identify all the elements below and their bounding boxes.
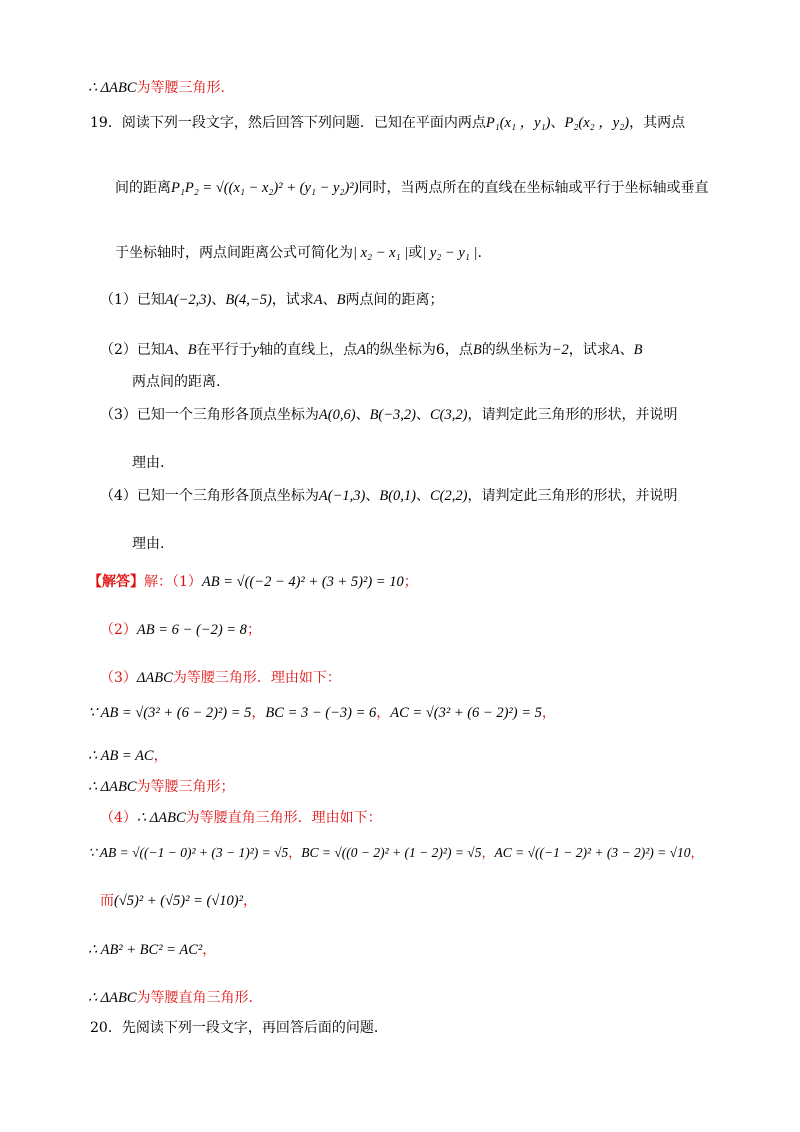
- answer-part2: （2）AB = 6 − (−2) = 8；: [100, 622, 261, 638]
- answer-part4-line1: ∵ AB = √((−1 − 0)² + (3 − 1)²) = √5，BC = √((0 − 2)² + (1 − 2)²) = √5，AC = √((−1 − 2)² + (3 − 2)²) = √10，: [88, 845, 704, 861]
- answer-part3-line1: ∵ AB = √(3² + (6 − 2)²) = 5，BC = 3 − (−3) = 6，AC = √(3² + (6 − 2)²) = 5，: [88, 705, 556, 721]
- conclusion-line: ∴ ΔABC为等腰三角形.: [88, 80, 225, 96]
- q19-part3-line2: 理由.: [132, 455, 165, 471]
- q19-stem-line2: 间的距离P₁P₂ = √((x₁ − x₂)² + (y₁ − y₂)²)同时，当两点所在的直线在坐标轴或平行于坐标轴或垂直: [115, 180, 709, 196]
- q19-part4-line2: 理由.: [132, 536, 165, 552]
- q19-part4-line1: （4）已知一个三角形各顶点坐标为A(−1,3)、B(0,1)、C(2,2)，请判定此三角形的形状，并说明: [100, 488, 678, 504]
- q19-part3-line1: （3）已知一个三角形各顶点坐标为A(0,6)、B(−3,2)、C(3,2)，请判定此三角形的形状，并说明: [100, 407, 678, 423]
- q19-part2-line2: 两点间的距离.: [132, 374, 221, 390]
- q19-stem-line1: 19．阅读下列一段文字，然后回答下列问题．已知在平面内两点P₁(x₁ ，y₁)、P₂(x₂ ，y₂)，其两点: [90, 115, 686, 131]
- answer-part4-line3: ∴ AB² + BC² = AC²，: [88, 942, 217, 958]
- answer-part3-line2: ∴ AB = AC，: [88, 748, 168, 764]
- answer-part3-line3: ∴ ΔABC为等腰三角形；: [88, 779, 235, 795]
- q20-stem: 20．先阅读下列一段文字，再回答后面的问题.: [90, 1020, 379, 1036]
- q19-part2-line1: （2）已知A、B在平行于y轴的直线上，点A的纵坐标为6，点B的纵坐标为−2，试求A、B: [100, 342, 643, 358]
- answer-part4-line2: 而(√5)² + (√5)² = (√10)²，: [100, 893, 257, 909]
- q19-part1: （1）已知A(−2,3)、B(4,−5)，试求A、B两点间的距离；: [100, 292, 444, 308]
- answer-part1: 【解答】解：（1）AB = √((−2 − 4)² + (3 + 5)²) = 10；: [88, 574, 418, 590]
- answer-part4-line4: ∴ ΔABC为等腰直角三角形.: [88, 990, 253, 1006]
- q19-stem-line3: 于坐标轴时，两点间距离公式可简化为| x₂ − x₁ |或| y₂ − y₁ |.: [115, 245, 482, 261]
- answer-part3-heading: （3）ΔABC为等腰三角形．理由如下：: [100, 670, 341, 686]
- answer-part4-heading: （4）∴ ΔABC为等腰直角三角形．理由如下：: [100, 810, 382, 826]
